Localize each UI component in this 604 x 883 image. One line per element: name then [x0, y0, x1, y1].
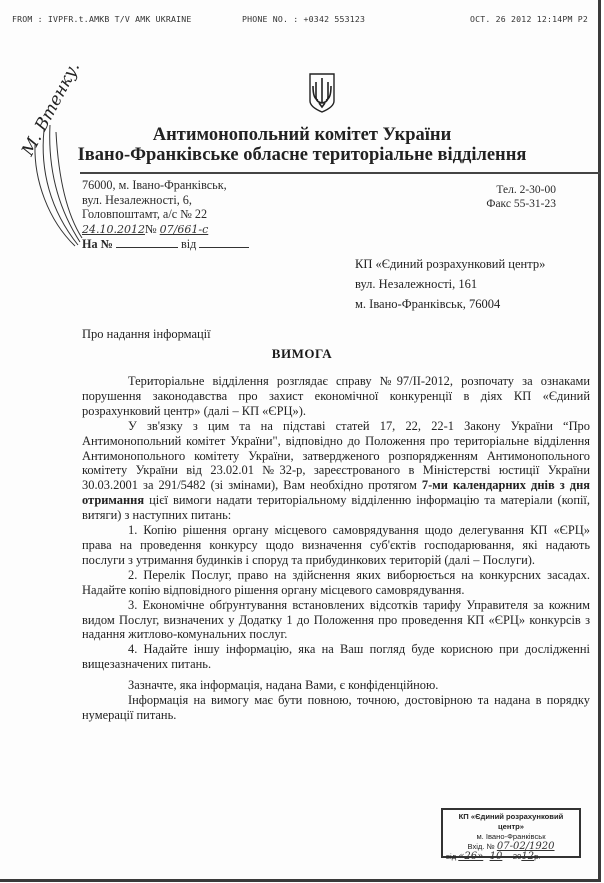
stamp-year-prefix: 20: [512, 852, 522, 861]
recipient-block: [355, 254, 545, 314]
incoming-stamp: [441, 808, 581, 862]
outgoing-date: 24.10.2012: [82, 222, 145, 236]
document-title: ВИМОГА: [271, 346, 333, 361]
legal-basis-text-end: цієї вимоги надати територіальному відділенню інформацію та матеріали (копії, витяги) з наступних питань:: [82, 493, 591, 523]
stamp-from-label: від: [446, 852, 457, 861]
outgoing-number: 07/661-с: [159, 222, 209, 236]
recipient-name: КП «Єдиний розрахунковий центр»: [355, 257, 546, 271]
recipient-street: вул. Незалежності, 161: [355, 277, 478, 291]
reply-from-label: від: [180, 237, 197, 251]
stamp-in-label: Вхід. №: [467, 842, 495, 851]
document-body: [82, 374, 590, 723]
contacts: [486, 183, 556, 211]
fax-date: OCT. 26 2012 12:14PM P2: [470, 14, 588, 24]
stamp-year-suffix: 12: [521, 851, 535, 862]
paragraph: Територіальне відділення розглядає справу №97/II-2012, розпочату за ознаками порушення законодавства про захист економічної конкуренції в діях КП «Єдиний розрахунковий центр» (далі – КП «ЄРЦ»).: [82, 374, 590, 418]
outgoing-no-label: №: [144, 221, 157, 236]
deadline-emphasis: 7-ми календарних днів з дня отримання: [82, 478, 590, 508]
address-line: 76000, м. Івано-Франківськ,: [82, 178, 227, 192]
request-item-1: 1. Копію рішення органу місцевого самоврядування щодо делегування КП «ЄРЦ» права на проведення конкурсу щодо визначення суб'єктів господарювання, які надають послуги з утримання будинків і споруд та прибудинкових територій (далі – Послуги).: [82, 523, 590, 567]
legal-basis-text: У зв'язку з цим та на підставі статей 17, 22, 22-1 Закону України “Про Антимонопольний комітет України", відповідно до Положення про територіальне відділення Антимонопольного комітету України, затвердженого розпорядженням Антимонопольного комітету України від 23.02.01 №32-р, зареєстрованого в Міністерстві юстиції України 30.03.2001 за 291/5482 (зі змінами), Вам необхідно протягом: [82, 418, 590, 493]
handwritten-note: М. Втенку.: [18, 58, 85, 160]
stamp-city: м. Івано-Франківськ: [476, 832, 546, 841]
fax-number: Факс 55-31-23: [486, 198, 556, 210]
completeness-note: Інформація на вимогу має бути повною, точною, достовірною та надана в порядку нумерації питань.: [82, 693, 590, 722]
coat-of-arms-icon: [309, 73, 335, 113]
sender-address: [82, 178, 249, 252]
fax-header: [12, 14, 588, 24]
request-item-4: 4. Надайте іншу інформацію, яка на Ваш погляд буде корисною при дослідженні вищезазначених питань.: [82, 642, 590, 672]
stamp-in-number: 07-02/1920: [496, 841, 555, 852]
request-item-2: 2. Перелік Послуг, право на здійснення яких виборюється на конкурсних засадах. Надайте копію відповідного рішення органу місцевого самоврядування.: [82, 567, 590, 597]
reply-reference: [82, 237, 249, 252]
recipient-city: м. Івано-Франківськ, 76004: [355, 297, 501, 311]
stamp-org: КП «Єдиний розрахунковий центр»: [458, 812, 564, 831]
stamp-day: «26»: [458, 851, 484, 862]
phone-number: Тел. 2-30-00: [496, 184, 556, 196]
organization-branch: Івано-Франківське обласне територіальне відділення: [77, 145, 527, 165]
address-line: Головпоштамт, а/с № 22: [82, 207, 208, 221]
fax-from: FROM : IVPFR.t.AMKB T/V AMK UKRAINE: [12, 14, 192, 24]
fax-phone: PHONE NO. : +0342 553123: [242, 14, 366, 24]
reply-date-blank: [199, 237, 249, 248]
confidentiality-note: Зазначте, яка інформація, надана Вами, є конфіденційною.: [128, 678, 439, 693]
organization-name: Антимонопольний комітет України: [152, 125, 452, 145]
outgoing-reference: [82, 222, 249, 238]
stamp-month: 10: [489, 851, 503, 862]
stamp-date: [446, 852, 576, 862]
request-item-3: 3. Економічне обґрунтування встановлених відсотків тарифу Управителя за кожним видом Послуг, визначених у Додатку 1 до Положення про проведення КП «ЄРЦ» конкурсів з надання житлово-комунальних послуг.: [82, 597, 590, 642]
paragraph-legal-basis: [82, 419, 590, 523]
reply-no-blank: [116, 237, 178, 248]
stamp-year-end: р.: [534, 852, 541, 861]
reply-no-label: На №: [82, 237, 113, 251]
letterhead-divider: [80, 172, 600, 174]
address-line: вул. Незалежності, 6,: [82, 192, 192, 207]
subject-line: Про надання інформації: [82, 327, 211, 341]
